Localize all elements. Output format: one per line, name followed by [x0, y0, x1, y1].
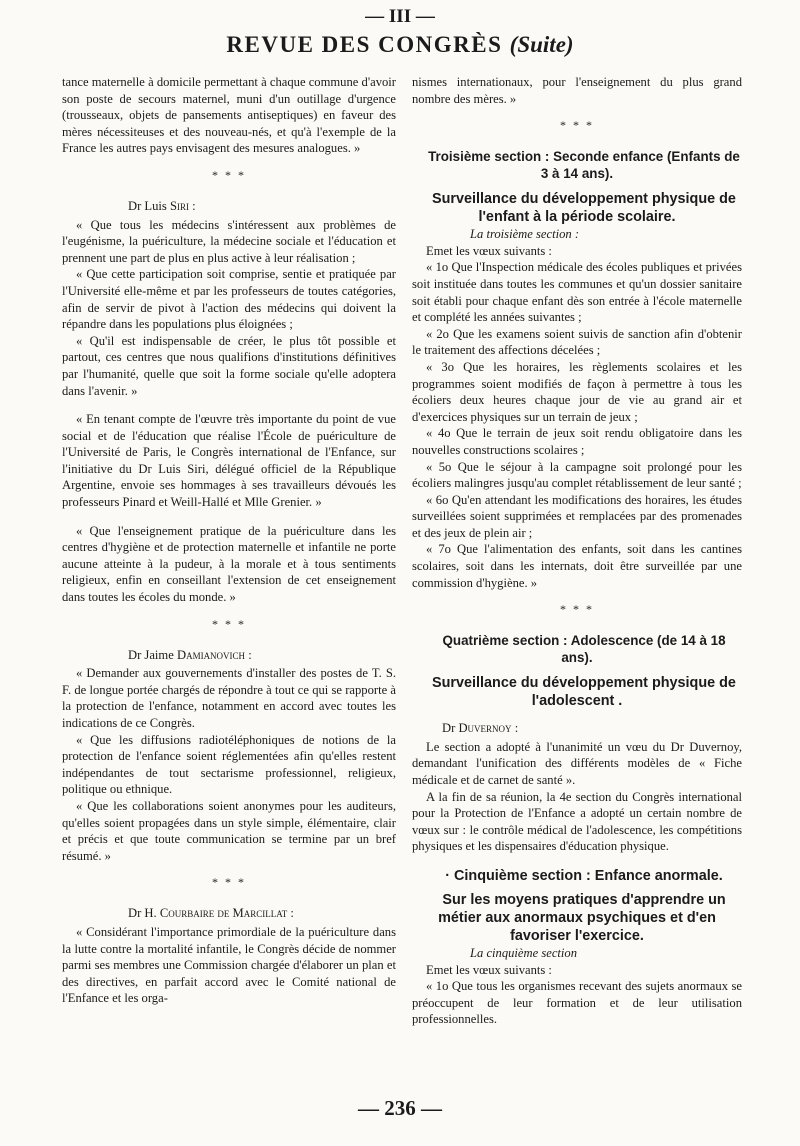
- speaker-prefix: Dr H.: [128, 906, 157, 921]
- section-title: · Cinquième section : Enfance anormale.: [445, 868, 723, 884]
- speaker-prefix: Dr Jaime: [128, 647, 174, 662]
- paragraph: « Que tous les médecins s'intéressent aux problèmes de l'eugénisme, la puériculture, la médecine sociale et l'éducation et prennent une part de plus en plus active à leur réalisation ;: [62, 217, 396, 265]
- section-separator: * * *: [212, 616, 246, 631]
- right-column: [412, 74, 742, 1028]
- speaker-signature: [412, 720, 742, 737]
- wish-item: « 5o Que le séjour à la campagne soit prolongé pour les écoliers malingres jusqu'au complet rétablissement de leur santé ;: [412, 459, 742, 491]
- speaker-name: Duvernoy :: [458, 721, 519, 736]
- wish-item: « 1o Que tous les organismes recevant des sujets anormaux se préoccupent de leur formation et de leur utilisation professionnelles.: [412, 979, 742, 1027]
- speaker-name: Siri :: [169, 198, 196, 213]
- folio-roman: — III —: [365, 6, 435, 27]
- section-separator: * * *: [560, 118, 594, 133]
- wish-item: « 1o Que l'Inspection médicale des écoles publiques et privées soit instituée dans toutes les communes et qu'un dossier sanitaire soit établi pour chaque enfant dès son entrée à l'école maternelle et complété les années suivantes ;: [412, 260, 742, 325]
- speaker-name: Damianovich :: [176, 647, 252, 662]
- speaker-signature: [62, 198, 396, 215]
- speaker-signature: [62, 647, 396, 664]
- paragraph: « En tenant compte de l'œuvre très importante du point de vue social et de l'éducation que réalise l'École de puériculture de l'Université de Paris, le Congrès international de l'Enfance, sur l'initiative du Dr Luis Siri, délégué officiel de la République Argentine, envoie ses hommages à ses travailleurs dévoués les professeurs Pinard et Weill-Hallé et Mlle Grenier. »: [62, 412, 396, 510]
- paragraph: A la fin de sa réunion, la 4e section du Congrès international pour la Protection de l'Enfance a adopté un certain nombre de vœux sur : le contrôle médical de l'adolescence, les compétitions physiques et les dispensaires d'éducation physique.: [412, 789, 742, 854]
- journal-title-suffix: (Suite): [509, 32, 574, 57]
- paragraph: « Que l'enseignement pratique de la puériculture dans les centres d'hygiène et de protection maternelle et infantile ne porte aucune atteinte à la pudeur, à la morale et à tous sentiments religieux, enfin en conseillant l'extension de cet enseignement dans toutes les écoles du monde. »: [62, 523, 396, 605]
- page-number: — 236 —: [358, 1096, 442, 1120]
- paragraph: Emet les vœux suivants :: [426, 243, 552, 258]
- section-intro: La cinquième section: [470, 946, 578, 960]
- paragraph: « Considérant l'importance primordiale de la puériculture dans la lutte contre la mortalité infantile, le Congrès décide de nommer parmi ses membres une Commission chargée d'élaborer un plan et des directives, en parfait accord avec le Comité national de l'Enfance et les orga-: [62, 924, 396, 1006]
- section-subtitle: Sur les moyens pratiques d'apprendre un métier aux anormaux psychiques et d'en favoriser l'exercice.: [438, 892, 726, 944]
- running-title: [0, 32, 800, 58]
- wish-item: « 6o Qu'en attendant les modifications des horaires, les études surveillées soient supprimées et remplacées par des promenades et des jeux de plein air ;: [412, 492, 742, 540]
- wish-item: « 4o Que le terrain de jeux soit rendu obligatoire dans les nouvelles constructions scolaires ;: [412, 426, 742, 457]
- paragraph: « Que les diffusions radiotéléphoniques de notions de la protection de l'enfance soient réglementées afin qu'elles restent indépendantes de tout sectarisme professionnel, religieux, politique ou ethnique.: [62, 732, 396, 797]
- paragraph: « Que cette participation soit comprise, sentie et pratiquée par l'Université elle-même et par les professeurs de toutes catégories, afin de servir de pivot à l'action des médecins qui doivent la répandre dans les populations plus éloignées ;: [62, 267, 396, 332]
- section-separator: * * *: [212, 167, 246, 182]
- section-intro: La troisième section :: [470, 227, 580, 242]
- speaker-name: Courbaire de Marcillat :: [159, 906, 294, 921]
- paragraph: Le section a adopté à l'unanimité un vœu du Dr Duvernoy, demandant l'unification des différents modèles de « Fiche médicale et de carnet de santé ».: [412, 739, 742, 788]
- section-separator: * * *: [560, 602, 594, 617]
- paragraph: tance maternelle à domicile permettant à chaque commune d'avoir son poste de secours maternel, muni d'un outillage d'urgence (trousseaux, objets de pansements antiseptiques) en faveur des mères nécessiteuses et des nouveau-nés, et qu'à l'exemple de la France les autres pays envisagent des mesures analogues. »: [62, 75, 396, 156]
- speaker-signature: [62, 905, 396, 922]
- section-subtitle: Surveillance du développement physique de l'adolescent .: [432, 675, 736, 710]
- journal-title: REVUE DES CONGRÈS: [226, 32, 503, 57]
- speaker-prefix: Dr: [442, 721, 456, 736]
- paragraph: Emet les vœux suivants :: [426, 962, 552, 977]
- section-title: Quatrième section : Adolescence (de 14 à 18 ans).: [442, 633, 726, 666]
- section-separator: * * *: [212, 875, 246, 890]
- wish-item: « 2o Que les examens soient suivis de sanction afin d'obtenir le traitement des affections décelées ;: [412, 326, 742, 358]
- left-column: [62, 74, 396, 1007]
- paragraph: « Qu'il est indispensable de créer, le plus tôt possible et partout, ces centres que nous qualifions d'institutions définitives par l'humanité, quelle que soit la forme sociale qu'elle adoptera dans l'avenir. »: [62, 333, 396, 398]
- speaker-prefix: Dr Luis: [128, 198, 167, 213]
- paragraph: nismes internationaux, pour l'enseignement du plus grand nombre des mères. »: [412, 75, 742, 106]
- paragraph: « Que les collaborations soient anonymes pour les auditeurs, qu'elles soient propagées dans un style simple, élémentaire, clair et précis et que toute communication se termine par un bref résumé. »: [62, 798, 396, 863]
- wish-item: « 3o Que les horaires, les règlements scolaires et les programmes soient modifiés de façon à permettre à tous les écoliers deux heures chaque jour de vie au grand air et d'exercices physiques sur un terrain de jeux ;: [412, 359, 742, 424]
- wish-item: « 7o Que l'alimentation des enfants, soit dans les cantines scolaires, soit dans les internats, doit être surveillée par une commission d'hygiène. »: [412, 542, 742, 590]
- section-title: Troisième section : Seconde enfance (Enfants de 3 à 14 ans).: [428, 149, 740, 182]
- paragraph: « Demander aux gouvernements d'installer des postes de T. S. F. de longue portée chargés de répondre à tout ce qui se rapporte à la protection de l'enfance, notamment en accord avec toutes les indications de ce Congrès.: [62, 666, 396, 730]
- section-subtitle: Surveillance du développement physique de l'enfant à la période scolaire.: [432, 191, 736, 226]
